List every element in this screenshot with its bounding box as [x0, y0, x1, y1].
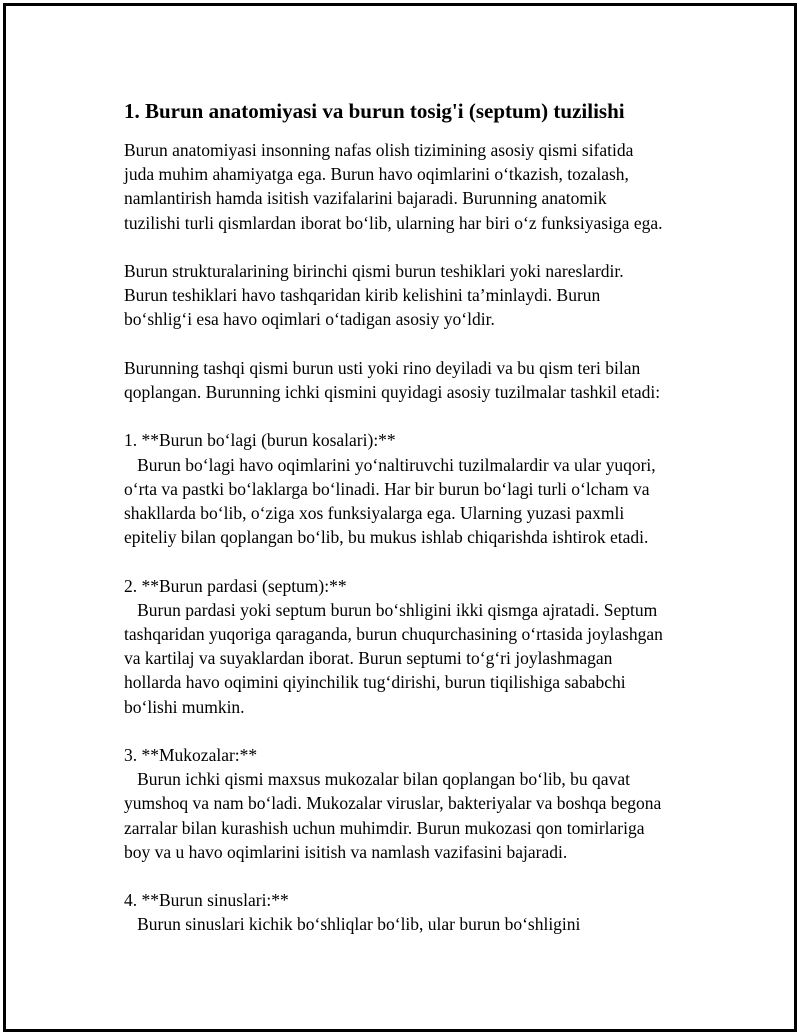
paragraph-3 — [124, 356, 714, 404]
list-item-body — [124, 453, 714, 550]
list-item-heading: 2. **Burun pardasi (septum):** — [124, 575, 347, 596]
text-line: Burun anatomiyasi insonning nafas olish tizimining asosiy qismi sifatida — [124, 140, 634, 160]
text-line: boʻshligʻi esa havo oqimlari oʻtadigan asosiy yoʻldir. — [124, 309, 495, 330]
text-line: yumshoq va nam boʻladi. Mukozalar viruslar, bakteriyalar va boshqa begona — [124, 793, 662, 814]
document-title: 1. Burun anatomiyasi va burun tosig'i (septum) tuzilishi — [124, 99, 625, 123]
text-line: shakllarda boʻlib, oʻziga xos funksiyalarga ega. Ularning yuzasi paxmli — [124, 503, 625, 523]
text-line: hollarda havo oqimini qiyinchilik tugʻdirishi, burun tiqilishiga sababchi — [124, 672, 626, 693]
list-item — [124, 428, 714, 549]
list-item — [124, 574, 714, 719]
text-line: namlantirish hamda isitish vazifalarini bajaradi. Burunning anatomik — [124, 188, 607, 209]
list-item-body — [124, 767, 714, 864]
list-item — [124, 743, 714, 864]
text-line: tuzilishi turli qismlardan iborat boʻlib, ularning har biri oʻz funksiyasiga ega. — [124, 212, 663, 233]
text-line: Burun strukturalarining birinchi qismi burun teshiklari yoki nareslardir. — [124, 261, 624, 281]
text-line: epiteliy bilan qoplangan boʻlib, bu mukus ishlab chiqarishda ishtirok etadi. — [124, 527, 649, 548]
text-line: oʻrta va pastki boʻlaklarga boʻlinadi. Har bir burun boʻlagi turli oʻlcham va — [124, 478, 650, 499]
paragraph-1 — [124, 138, 714, 235]
text-line: zarralar bilan kurashish uchun muhimdir. Burun mukozasi qon tomirlariga — [124, 817, 645, 838]
text-line: qoplangan. Burunning ichki qismini quyidagi asosiy tuzilmalar tashkil etadi: — [124, 382, 661, 402]
page-frame — [3, 3, 797, 1032]
text-line: boʻlishi mumkin. — [124, 696, 245, 717]
text-line: va kartilaj va suyaklardan iborat. Burun septumi toʻgʻri joylashmagan — [124, 648, 613, 669]
list-item-body — [124, 598, 714, 719]
list-item-heading: 4. **Burun sinuslari:** — [124, 890, 289, 911]
list-item-heading: 1. **Burun boʻlagi (burun kosalari):** — [124, 430, 396, 451]
text-line: Burun sinuslari kichik boʻshliqlar boʻlib, ular burun boʻshligini — [124, 914, 581, 935]
text-line: Burun pardasi yoki septum burun boʻshligini ikki qismga ajratadi. Septum — [124, 599, 658, 620]
list-item — [124, 888, 714, 936]
text-line: juda muhim ahamiyatga ega. Burun havo oqimlarini oʻtkazish, tozalash, — [124, 164, 629, 185]
text-line: Burunning tashqi qismi burun usti yoki rino deyiladi va bu qism teri bilan — [124, 357, 641, 378]
list-item-heading: 3. **Mukozalar:** — [124, 745, 258, 765]
text-line: Burun boʻlagi havo oqimlarini yoʻnaltiruvchi tuzilmalardir va ular yuqori, — [124, 454, 656, 475]
document-body — [124, 98, 714, 961]
text-line: Burun teshiklari havo tashqaridan kirib kelishini taʼminlaydi. Burun — [124, 285, 601, 306]
list-item-body — [124, 912, 714, 936]
text-line: tashqaridan yuqoriga qaraganda, burun chuqurchasining oʻrtasida joylashgan — [124, 624, 663, 644]
text-line: Burun ichki qismi maxsus mukozalar bilan qoplangan boʻlib, bu qavat — [124, 769, 630, 790]
text-line: boy va u havo oqimlarini isitish va namlash vazifasini bajaradi. — [124, 841, 568, 862]
paragraph-2 — [124, 259, 714, 332]
